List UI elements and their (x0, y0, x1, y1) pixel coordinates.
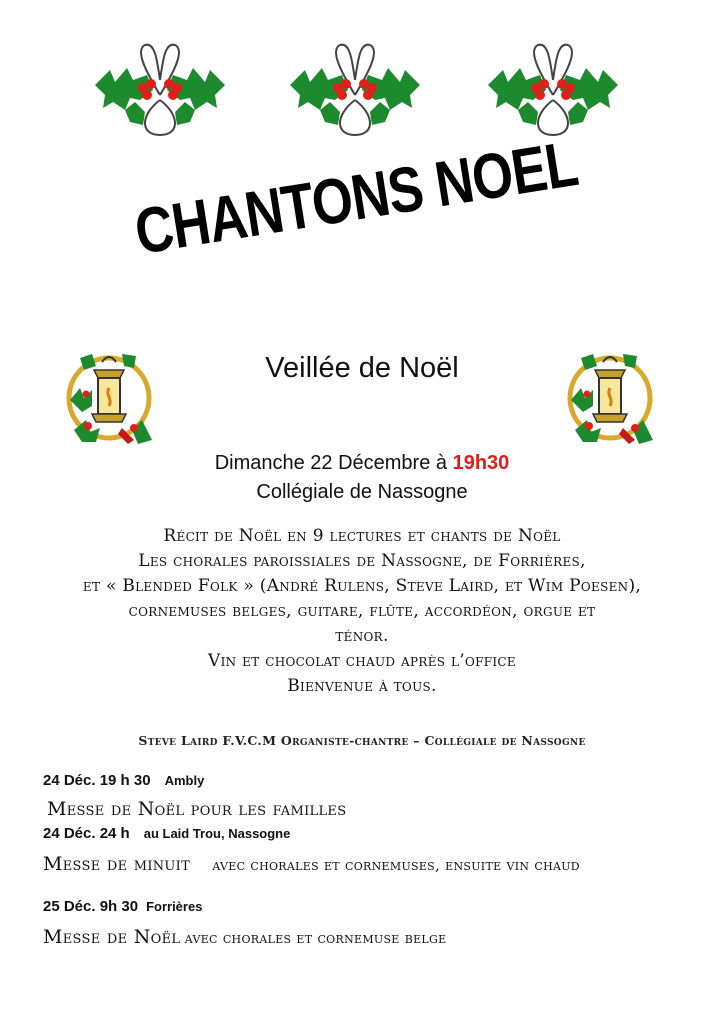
schedule-entry-title (43, 851, 683, 879)
program-line: Bienvenue à tous. (287, 676, 437, 696)
schedule-place: Forrières (146, 899, 203, 914)
schedule-entry-title (43, 926, 683, 948)
page-title: CHANTONS NOEL (130, 127, 583, 268)
event-date-prefix: Dimanche 22 Décembre à (214, 452, 453, 474)
program-line: Récit de Noël en 9 lectures et chants de Noël (163, 526, 561, 546)
event-time: 19h30 (452, 452, 510, 474)
schedule-entry-title (47, 798, 687, 820)
program-description (40, 524, 684, 699)
schedule-mass-title: Messe de minuit (43, 853, 191, 875)
schedule-place: au Laid Trou, Nassogne (143, 826, 291, 841)
holly-icon (85, 40, 235, 140)
event-location: Collégiale de Nassogne (256, 481, 468, 503)
program-line: ténor. (335, 626, 389, 646)
schedule-date: 24 Déc. 19 h 30 (43, 772, 151, 789)
organizer-signature: Steve Laird F.V.C.M Organiste-chantre – Collégiale de Nassogne (138, 733, 586, 748)
schedule-mass-detail: avec chorales et cornemuse belge (184, 929, 447, 947)
event-date (0, 452, 724, 475)
schedule-mass-detail: avec chorales et cornemuses, ensuite vin chaud (212, 856, 580, 874)
schedule-mass-title: Messe de Noël pour les familles (47, 798, 347, 820)
holly-icon (280, 40, 430, 140)
schedule-entry-date (43, 825, 683, 843)
program-line: Vin et chocolat chaud après l’office (208, 651, 516, 671)
program-line: Les chorales paroissiales de Nassogne, de Forrières, (138, 551, 586, 571)
program-line: cornemuses belges, guitare, flûte, accordéon, orgue et (128, 601, 596, 621)
schedule-date: 24 Déc. 24 h (43, 825, 130, 842)
program-line: et « Blended Folk » (André Rulens, Steve Laird, et Wim Poesen), (82, 576, 642, 596)
schedule-entry-date (43, 772, 683, 790)
schedule-mass-title: Messe de Noël (43, 926, 181, 948)
schedule-date: 25 Déc. 9h 30 (43, 898, 139, 915)
schedule-place: Ambly (164, 773, 205, 788)
event-subtitle: Veillée de Noël (265, 352, 459, 384)
schedule-entry-date (43, 898, 683, 916)
